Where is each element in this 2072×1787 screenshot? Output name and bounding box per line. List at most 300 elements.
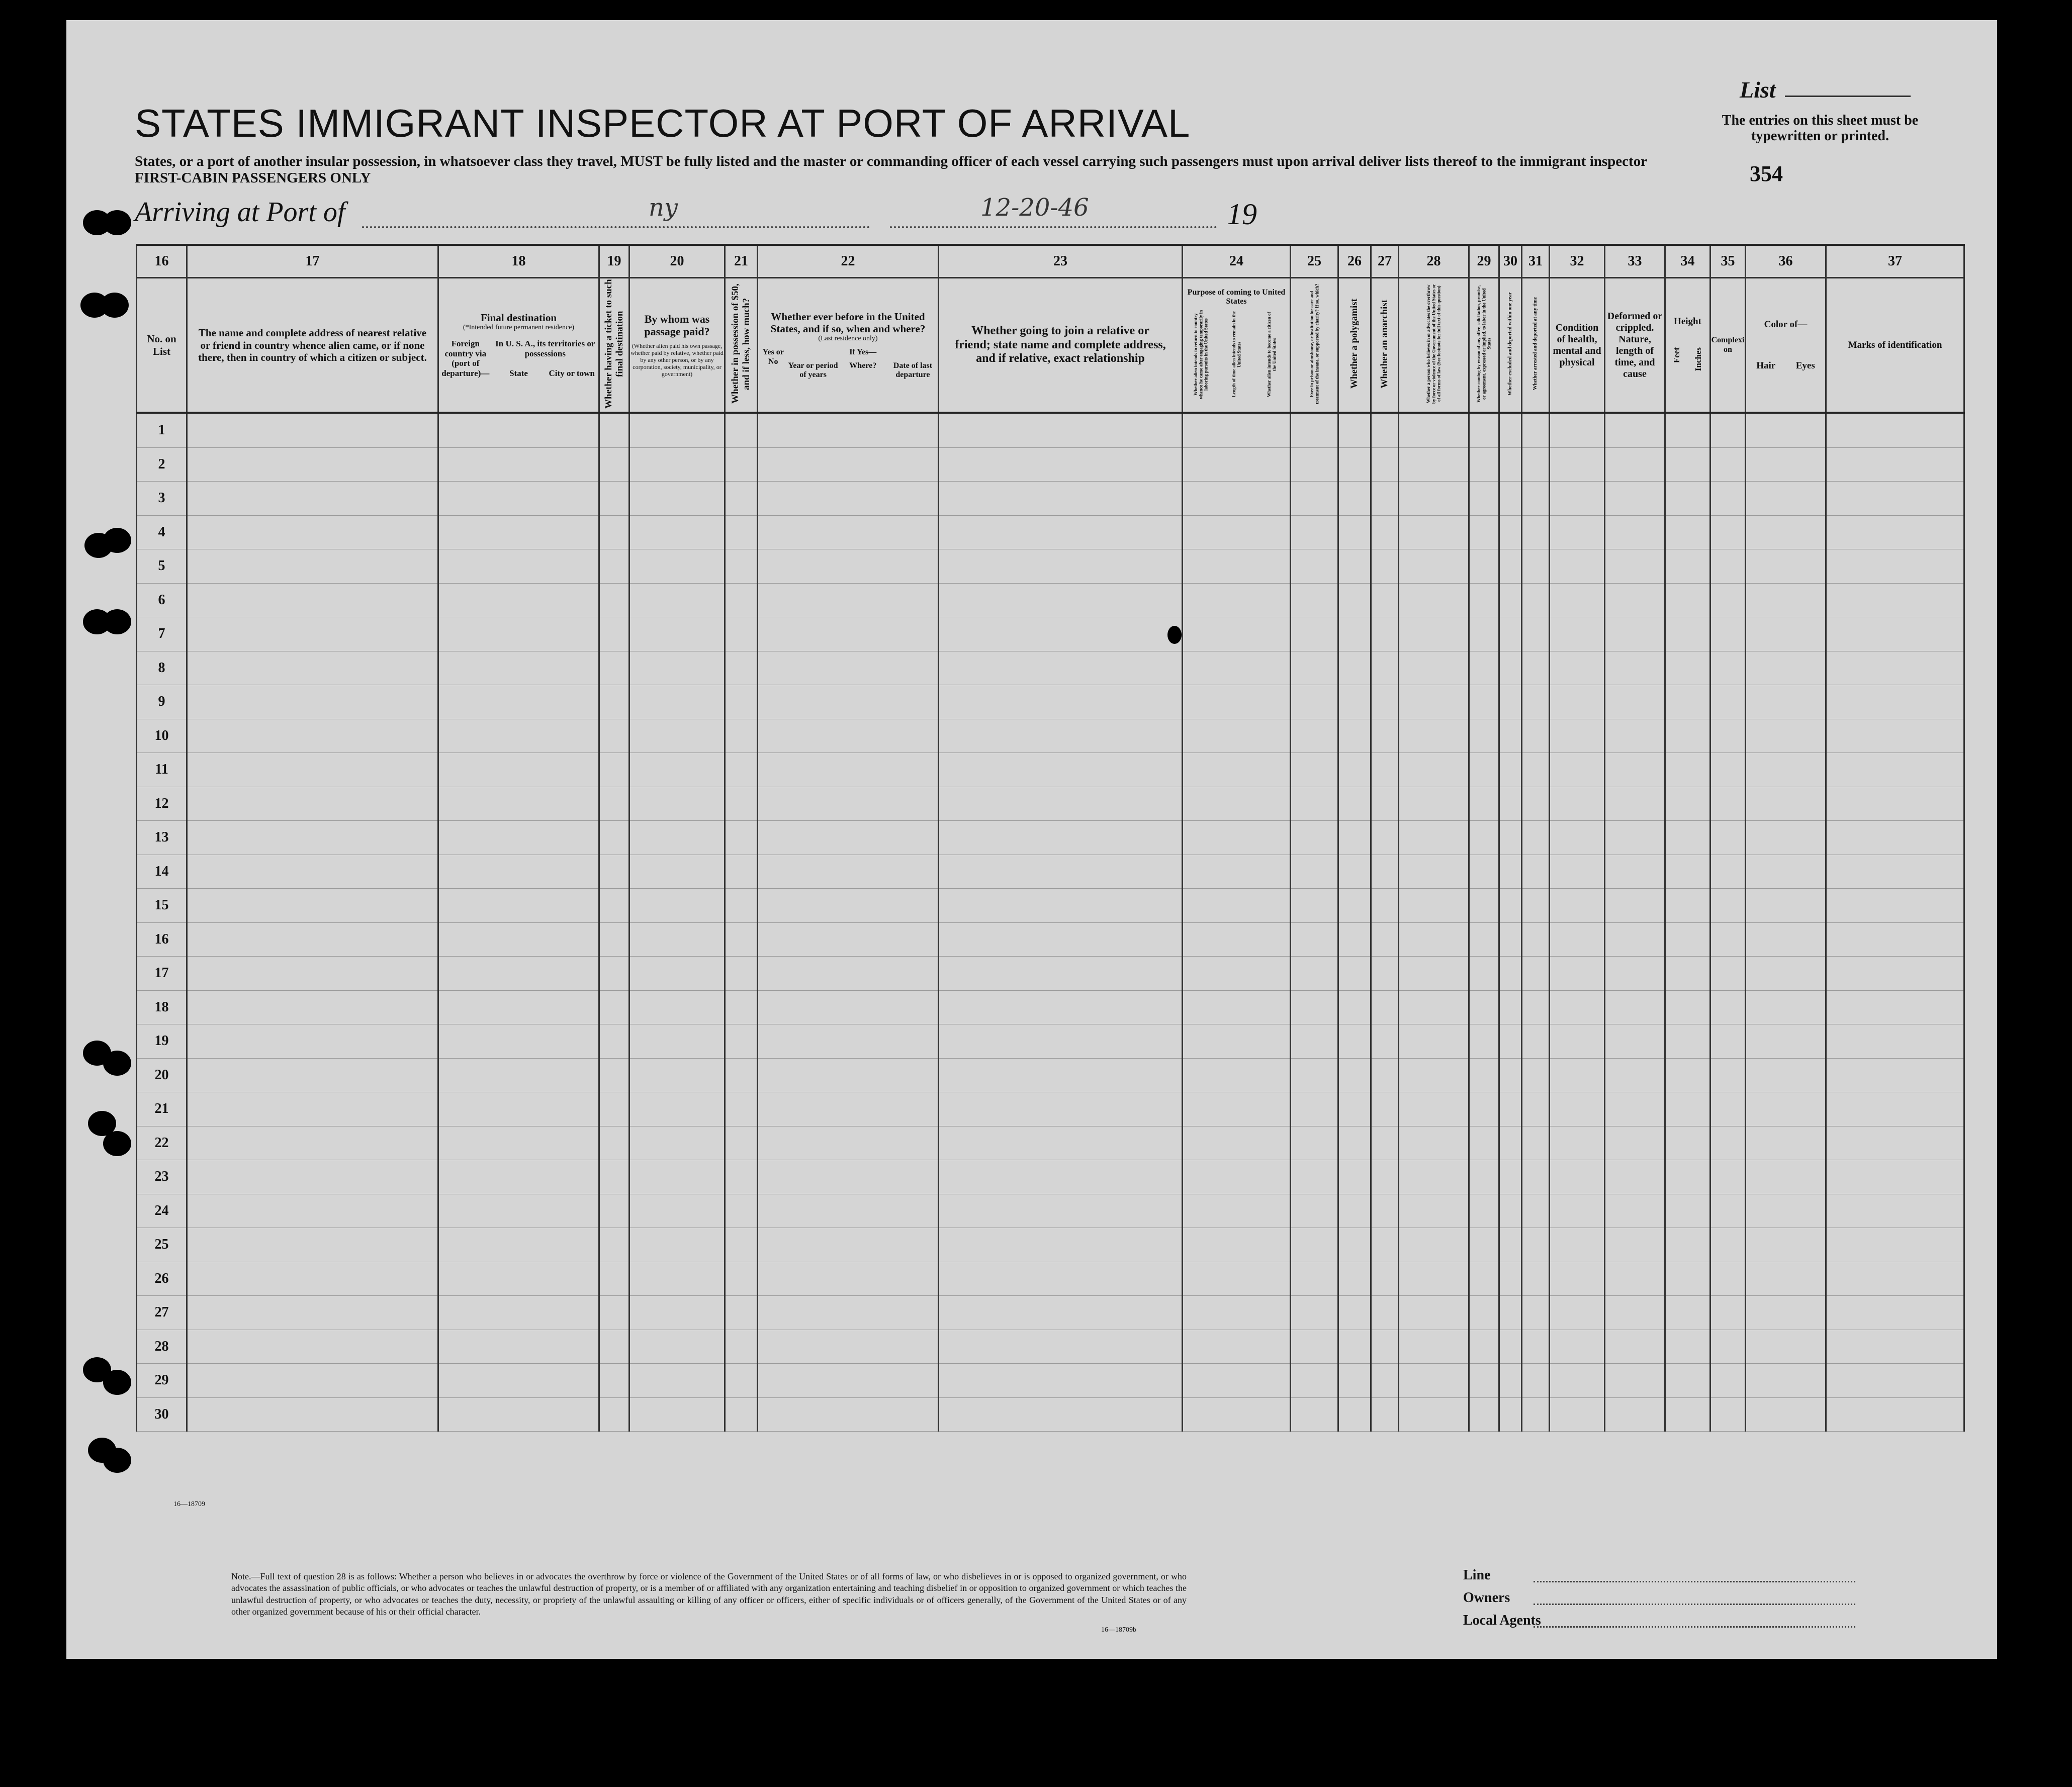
entry-cell[interactable] [599, 1296, 629, 1330]
entry-cell[interactable] [438, 515, 599, 549]
entry-cell[interactable] [1710, 821, 1746, 855]
entry-cell[interactable] [1499, 413, 1522, 447]
entry-cell[interactable] [629, 1126, 725, 1160]
entry-cell[interactable] [1826, 1397, 1964, 1432]
entry-cell[interactable] [1746, 855, 1826, 889]
entry-cell[interactable] [187, 549, 438, 584]
entry-cell[interactable] [1371, 482, 1399, 516]
entry-cell[interactable] [1291, 922, 1338, 957]
entry-cell[interactable] [1399, 1330, 1469, 1364]
entry-cell[interactable] [187, 1364, 438, 1398]
entry-cell[interactable] [1746, 1194, 1826, 1228]
entry-cell[interactable] [1291, 1296, 1338, 1330]
entry-cell[interactable] [1522, 719, 1550, 753]
entry-cell[interactable] [1550, 685, 1605, 719]
entry-cell[interactable] [1499, 617, 1522, 651]
entry-cell[interactable] [1291, 990, 1338, 1024]
entry-cell[interactable] [1371, 447, 1399, 482]
entry-cell[interactable] [1550, 447, 1605, 482]
entry-cell[interactable] [1371, 922, 1399, 957]
entry-cell[interactable] [725, 1092, 758, 1126]
entry-cell[interactable] [1826, 447, 1964, 482]
entry-cell[interactable] [1469, 1262, 1499, 1296]
entry-cell[interactable] [1338, 990, 1371, 1024]
entry-cell[interactable] [1338, 787, 1371, 821]
entry-cell[interactable] [939, 821, 1183, 855]
entry-cell[interactable] [1522, 1024, 1550, 1059]
entry-cell[interactable] [1499, 685, 1522, 719]
entry-cell[interactable] [1550, 1092, 1605, 1126]
entry-cell[interactable] [939, 957, 1183, 991]
entry-cell[interactable] [1746, 1024, 1826, 1059]
entry-cell[interactable] [1183, 1126, 1291, 1160]
entry-cell[interactable] [1183, 1194, 1291, 1228]
entry-cell[interactable] [1522, 1397, 1550, 1432]
entry-cell[interactable] [1522, 1160, 1550, 1194]
entry-cell[interactable] [1499, 1330, 1522, 1364]
entry-cell[interactable] [1291, 787, 1338, 821]
entry-cell[interactable] [599, 617, 629, 651]
entry-cell[interactable] [1338, 1330, 1371, 1364]
entry-cell[interactable] [1338, 1092, 1371, 1126]
entry-cell[interactable] [758, 821, 939, 855]
entry-cell[interactable] [1826, 1160, 1964, 1194]
entry-cell[interactable] [1665, 753, 1710, 787]
entry-cell[interactable] [1710, 447, 1746, 482]
entry-cell[interactable] [1399, 990, 1469, 1024]
entry-cell[interactable] [438, 1330, 599, 1364]
entry-cell[interactable] [758, 1262, 939, 1296]
entry-cell[interactable] [1522, 482, 1550, 516]
entry-cell[interactable] [1399, 1262, 1469, 1296]
entry-cell[interactable] [1399, 855, 1469, 889]
entry-cell[interactable] [939, 1296, 1183, 1330]
entry-cell[interactable] [1522, 549, 1550, 584]
entry-cell[interactable] [1371, 1058, 1399, 1092]
entry-cell[interactable] [629, 515, 725, 549]
entry-cell[interactable] [1550, 515, 1605, 549]
entry-cell[interactable] [725, 1126, 758, 1160]
entry-cell[interactable] [1826, 889, 1964, 923]
entry-cell[interactable] [1291, 1160, 1338, 1194]
entry-cell[interactable] [939, 1397, 1183, 1432]
entry-cell[interactable] [1710, 1330, 1746, 1364]
entry-cell[interactable] [758, 922, 939, 957]
entry-cell[interactable] [629, 1364, 725, 1398]
entry-cell[interactable] [939, 889, 1183, 923]
entry-cell[interactable] [1469, 719, 1499, 753]
entry-cell[interactable] [939, 1194, 1183, 1228]
entry-cell[interactable] [1605, 413, 1665, 447]
entry-cell[interactable] [1826, 515, 1964, 549]
entry-cell[interactable] [1710, 990, 1746, 1024]
entry-cell[interactable] [187, 957, 438, 991]
entry-cell[interactable] [1399, 583, 1469, 617]
entry-cell[interactable] [629, 1228, 725, 1262]
entry-cell[interactable] [1338, 651, 1371, 685]
entry-cell[interactable] [599, 515, 629, 549]
entry-cell[interactable] [725, 447, 758, 482]
entry-cell[interactable] [1183, 1262, 1291, 1296]
entry-cell[interactable] [1746, 1058, 1826, 1092]
entry-cell[interactable] [758, 515, 939, 549]
entry-cell[interactable] [1183, 1228, 1291, 1262]
entry-cell[interactable] [1183, 990, 1291, 1024]
entry-cell[interactable] [1338, 957, 1371, 991]
entry-cell[interactable] [939, 583, 1183, 617]
entry-cell[interactable] [1746, 447, 1826, 482]
entry-cell[interactable] [1183, 719, 1291, 753]
entry-cell[interactable] [438, 1058, 599, 1092]
entry-cell[interactable] [629, 922, 725, 957]
entry-cell[interactable] [1499, 549, 1522, 584]
entry-cell[interactable] [1338, 1024, 1371, 1059]
entry-cell[interactable] [1605, 1330, 1665, 1364]
entry-cell[interactable] [629, 482, 725, 516]
entry-cell[interactable] [1499, 1194, 1522, 1228]
entry-cell[interactable] [629, 855, 725, 889]
entry-cell[interactable] [1338, 685, 1371, 719]
entry-cell[interactable] [438, 1160, 599, 1194]
entry-cell[interactable] [1605, 1262, 1665, 1296]
entry-cell[interactable] [939, 922, 1183, 957]
entry-cell[interactable] [1665, 482, 1710, 516]
entry-cell[interactable] [438, 413, 599, 447]
entry-cell[interactable] [1338, 922, 1371, 957]
entry-cell[interactable] [599, 1092, 629, 1126]
entry-cell[interactable] [1499, 990, 1522, 1024]
entry-cell[interactable] [438, 753, 599, 787]
entry-cell[interactable] [1550, 1058, 1605, 1092]
entry-cell[interactable] [1605, 787, 1665, 821]
entry-cell[interactable] [1371, 753, 1399, 787]
entry-cell[interactable] [187, 753, 438, 787]
entry-cell[interactable] [1399, 889, 1469, 923]
entry-cell[interactable] [1399, 1364, 1469, 1398]
entry-cell[interactable] [1826, 1330, 1964, 1364]
entry-cell[interactable] [725, 719, 758, 753]
entry-cell[interactable] [1371, 1330, 1399, 1364]
entry-cell[interactable] [629, 651, 725, 685]
entry-cell[interactable] [1469, 1296, 1499, 1330]
entry-cell[interactable] [1710, 651, 1746, 685]
entry-cell[interactable] [1499, 1126, 1522, 1160]
entry-cell[interactable] [1469, 413, 1499, 447]
entry-cell[interactable] [725, 1194, 758, 1228]
entry-cell[interactable] [438, 1228, 599, 1262]
entry-cell[interactable] [1371, 821, 1399, 855]
entry-cell[interactable] [1399, 1194, 1469, 1228]
entry-cell[interactable] [187, 889, 438, 923]
entry-cell[interactable] [1746, 1092, 1826, 1126]
entry-cell[interactable] [758, 1296, 939, 1330]
entry-cell[interactable] [725, 549, 758, 584]
entry-cell[interactable] [1183, 1160, 1291, 1194]
entry-cell[interactable] [939, 1092, 1183, 1126]
entry-cell[interactable] [1469, 685, 1499, 719]
entry-cell[interactable] [1550, 482, 1605, 516]
entry-cell[interactable] [939, 515, 1183, 549]
entry-cell[interactable] [1399, 482, 1469, 516]
entry-cell[interactable] [1469, 447, 1499, 482]
entry-cell[interactable] [758, 685, 939, 719]
entry-cell[interactable] [599, 549, 629, 584]
entry-cell[interactable] [1183, 617, 1291, 651]
entry-cell[interactable] [1291, 1262, 1338, 1296]
entry-cell[interactable] [187, 1126, 438, 1160]
entry-cell[interactable] [1826, 685, 1964, 719]
entry-cell[interactable] [1399, 685, 1469, 719]
entry-cell[interactable] [1710, 1092, 1746, 1126]
entry-cell[interactable] [599, 482, 629, 516]
entry-cell[interactable] [1605, 651, 1665, 685]
entry-cell[interactable] [438, 1397, 599, 1432]
entry-cell[interactable] [1183, 1296, 1291, 1330]
entry-cell[interactable] [438, 1092, 599, 1126]
entry-cell[interactable] [725, 821, 758, 855]
entry-cell[interactable] [1550, 1364, 1605, 1398]
entry-cell[interactable] [1338, 617, 1371, 651]
entry-cell[interactable] [1371, 1092, 1399, 1126]
entry-cell[interactable] [1183, 1364, 1291, 1398]
entry-cell[interactable] [1291, 957, 1338, 991]
entry-cell[interactable] [1371, 889, 1399, 923]
entry-cell[interactable] [1183, 549, 1291, 584]
entry-cell[interactable] [1499, 957, 1522, 991]
entry-cell[interactable] [1371, 957, 1399, 991]
entry-cell[interactable] [939, 1262, 1183, 1296]
entry-cell[interactable] [939, 651, 1183, 685]
entry-cell[interactable] [939, 1058, 1183, 1092]
entry-cell[interactable] [1399, 957, 1469, 991]
entry-cell[interactable] [1469, 821, 1499, 855]
entry-cell[interactable] [1183, 1058, 1291, 1092]
entry-cell[interactable] [1826, 1262, 1964, 1296]
entry-cell[interactable] [725, 482, 758, 516]
entry-cell[interactable] [629, 1330, 725, 1364]
entry-cell[interactable] [1399, 1092, 1469, 1126]
entry-cell[interactable] [1338, 1296, 1371, 1330]
entry-cell[interactable] [438, 719, 599, 753]
entry-cell[interactable] [1469, 651, 1499, 685]
entry-cell[interactable] [1399, 1160, 1469, 1194]
entry-cell[interactable] [1550, 889, 1605, 923]
entry-cell[interactable] [1550, 1228, 1605, 1262]
entry-cell[interactable] [187, 990, 438, 1024]
entry-cell[interactable] [1605, 957, 1665, 991]
entry-cell[interactable] [1710, 787, 1746, 821]
entry-cell[interactable] [1371, 787, 1399, 821]
entry-cell[interactable] [1499, 651, 1522, 685]
entry-cell[interactable] [1522, 617, 1550, 651]
entry-cell[interactable] [1399, 1228, 1469, 1262]
entry-cell[interactable] [1399, 515, 1469, 549]
entry-cell[interactable] [1605, 1228, 1665, 1262]
entry-cell[interactable] [1291, 515, 1338, 549]
entry-cell[interactable] [1710, 1364, 1746, 1398]
entry-cell[interactable] [1183, 1024, 1291, 1059]
entry-cell[interactable] [1665, 787, 1710, 821]
entry-cell[interactable] [1665, 1126, 1710, 1160]
entry-cell[interactable] [1522, 583, 1550, 617]
entry-cell[interactable] [1291, 1024, 1338, 1059]
entry-cell[interactable] [1710, 1262, 1746, 1296]
entry-cell[interactable] [1399, 719, 1469, 753]
entry-cell[interactable] [1338, 753, 1371, 787]
entry-cell[interactable] [725, 651, 758, 685]
entry-cell[interactable] [187, 482, 438, 516]
entry-cell[interactable] [1399, 787, 1469, 821]
entry-cell[interactable] [1665, 583, 1710, 617]
entry-cell[interactable] [1550, 1126, 1605, 1160]
entry-cell[interactable] [758, 651, 939, 685]
entry-cell[interactable] [1399, 821, 1469, 855]
entry-cell[interactable] [1522, 821, 1550, 855]
entry-cell[interactable] [1746, 1228, 1826, 1262]
entry-cell[interactable] [438, 1364, 599, 1398]
entry-cell[interactable] [1550, 821, 1605, 855]
entry-cell[interactable] [1338, 447, 1371, 482]
entry-cell[interactable] [1710, 889, 1746, 923]
entry-cell[interactable] [1550, 1194, 1605, 1228]
entry-cell[interactable] [1826, 821, 1964, 855]
entry-cell[interactable] [1371, 651, 1399, 685]
entry-cell[interactable] [1665, 651, 1710, 685]
entry-cell[interactable] [1469, 957, 1499, 991]
entry-cell[interactable] [187, 617, 438, 651]
entry-cell[interactable] [187, 1228, 438, 1262]
entry-cell[interactable] [1665, 1228, 1710, 1262]
entry-cell[interactable] [1746, 515, 1826, 549]
entry-cell[interactable] [1522, 957, 1550, 991]
entry-cell[interactable] [1499, 515, 1522, 549]
entry-cell[interactable] [939, 990, 1183, 1024]
entry-cell[interactable] [1291, 1397, 1338, 1432]
entry-cell[interactable] [1605, 889, 1665, 923]
entry-cell[interactable] [1338, 515, 1371, 549]
entry-cell[interactable] [1605, 1126, 1665, 1160]
entry-cell[interactable] [1665, 1296, 1710, 1330]
entry-cell[interactable] [1605, 1364, 1665, 1398]
entry-cell[interactable] [1665, 821, 1710, 855]
entry-cell[interactable] [629, 549, 725, 584]
entry-cell[interactable] [438, 447, 599, 482]
entry-cell[interactable] [599, 1024, 629, 1059]
entry-cell[interactable] [1605, 1160, 1665, 1194]
entry-cell[interactable] [1746, 685, 1826, 719]
entry-cell[interactable] [629, 1262, 725, 1296]
entry-cell[interactable] [1499, 1262, 1522, 1296]
entry-cell[interactable] [629, 1092, 725, 1126]
entry-cell[interactable] [1550, 617, 1605, 651]
entry-cell[interactable] [1665, 990, 1710, 1024]
entry-cell[interactable] [629, 1296, 725, 1330]
entry-cell[interactable] [1746, 1364, 1826, 1398]
entry-cell[interactable] [1746, 1126, 1826, 1160]
entry-cell[interactable] [1710, 1126, 1746, 1160]
entry-cell[interactable] [1826, 1228, 1964, 1262]
entry-cell[interactable] [725, 990, 758, 1024]
entry-cell[interactable] [1710, 855, 1746, 889]
entry-cell[interactable] [1183, 651, 1291, 685]
line-field[interactable] [1534, 1581, 1855, 1582]
entry-cell[interactable] [629, 583, 725, 617]
entry-cell[interactable] [187, 1296, 438, 1330]
entry-cell[interactable] [1746, 787, 1826, 821]
entry-cell[interactable] [725, 855, 758, 889]
entry-cell[interactable] [1665, 1160, 1710, 1194]
entry-cell[interactable] [1746, 719, 1826, 753]
entry-cell[interactable] [1399, 617, 1469, 651]
entry-cell[interactable] [1550, 1296, 1605, 1330]
entry-cell[interactable] [438, 1194, 599, 1228]
entry-cell[interactable] [629, 753, 725, 787]
entry-cell[interactable] [939, 413, 1183, 447]
entry-cell[interactable] [187, 787, 438, 821]
entry-cell[interactable] [1550, 990, 1605, 1024]
entry-cell[interactable] [599, 889, 629, 923]
entry-cell[interactable] [1605, 617, 1665, 651]
entry-cell[interactable] [1399, 651, 1469, 685]
entry-cell[interactable] [1826, 651, 1964, 685]
entry-cell[interactable] [1522, 1092, 1550, 1126]
entry-cell[interactable] [1399, 1058, 1469, 1092]
entry-cell[interactable] [1291, 482, 1338, 516]
entry-cell[interactable] [725, 1228, 758, 1262]
entry-cell[interactable] [1665, 1058, 1710, 1092]
entry-cell[interactable] [1469, 482, 1499, 516]
entry-cell[interactable] [758, 719, 939, 753]
entry-cell[interactable] [1338, 719, 1371, 753]
entry-cell[interactable] [1522, 1058, 1550, 1092]
entry-cell[interactable] [1371, 1160, 1399, 1194]
entry-cell[interactable] [1826, 583, 1964, 617]
entry-cell[interactable] [1710, 515, 1746, 549]
entry-cell[interactable] [1183, 855, 1291, 889]
entry-cell[interactable] [1550, 549, 1605, 584]
entry-cell[interactable] [1550, 957, 1605, 991]
entry-cell[interactable] [629, 685, 725, 719]
entry-cell[interactable] [1399, 1296, 1469, 1330]
entry-cell[interactable] [1291, 1058, 1338, 1092]
entry-cell[interactable] [1291, 1364, 1338, 1398]
entry-cell[interactable] [725, 515, 758, 549]
entry-cell[interactable] [629, 617, 725, 651]
entry-cell[interactable] [758, 1194, 939, 1228]
entry-cell[interactable] [1291, 889, 1338, 923]
entry-cell[interactable] [438, 1024, 599, 1059]
entry-cell[interactable] [1499, 1092, 1522, 1126]
entry-cell[interactable] [758, 889, 939, 923]
entry-cell[interactable] [1522, 1228, 1550, 1262]
entry-cell[interactable] [187, 515, 438, 549]
entry-cell[interactable] [599, 1058, 629, 1092]
entry-cell[interactable] [1371, 617, 1399, 651]
entry-cell[interactable] [438, 651, 599, 685]
entry-cell[interactable] [1522, 889, 1550, 923]
entry-cell[interactable] [629, 787, 725, 821]
entry-cell[interactable] [1338, 889, 1371, 923]
entry-cell[interactable] [725, 583, 758, 617]
entry-cell[interactable] [1469, 617, 1499, 651]
entry-cell[interactable] [1399, 413, 1469, 447]
entry-cell[interactable] [187, 922, 438, 957]
entry-cell[interactable] [758, 413, 939, 447]
entry-cell[interactable] [758, 957, 939, 991]
entry-cell[interactable] [1710, 617, 1746, 651]
entry-cell[interactable] [1371, 1397, 1399, 1432]
entry-cell[interactable] [1522, 1364, 1550, 1398]
